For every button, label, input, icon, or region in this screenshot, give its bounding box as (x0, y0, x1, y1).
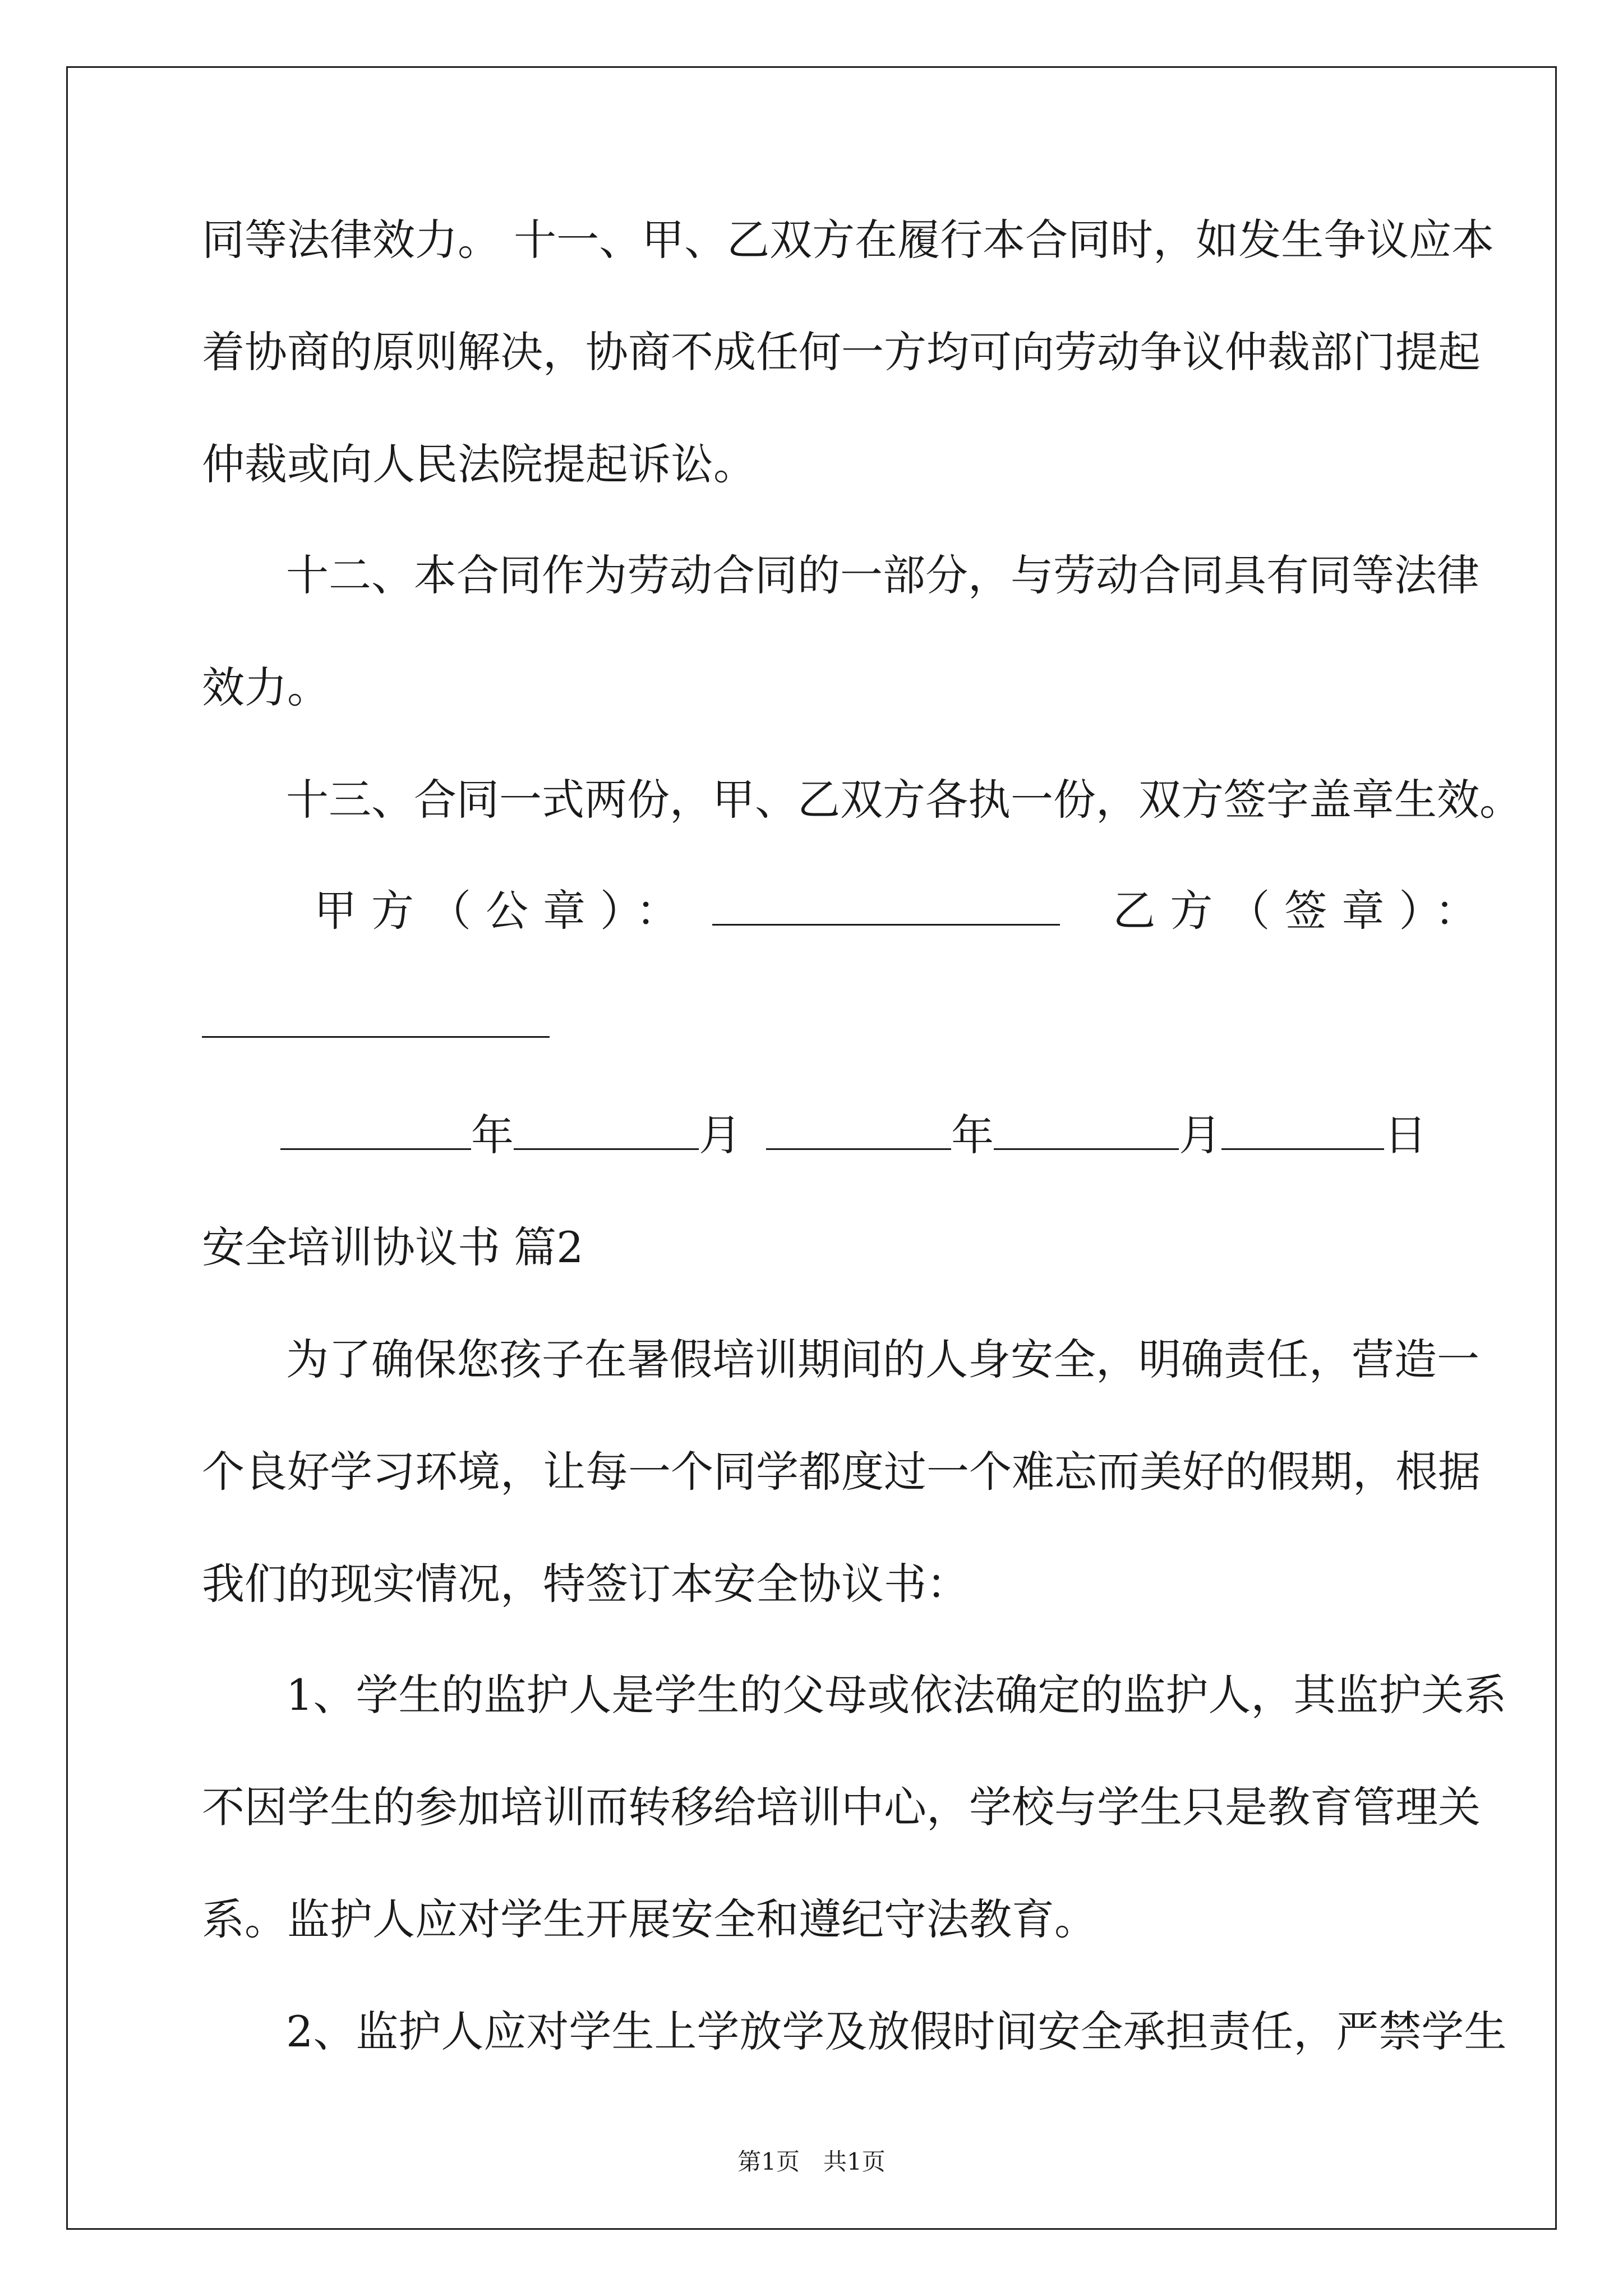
paragraph-line: 着协商的原则解决，协商不成任何一方均可向劳动争议仲裁部门提起 (202, 327, 1481, 377)
year-blank (766, 1112, 951, 1150)
party-a-label: 甲方（公章）： (314, 886, 693, 936)
party-b-signature-line (202, 995, 550, 1051)
month-label: 月 (1179, 1110, 1222, 1160)
day-blank (1221, 1112, 1384, 1150)
paragraph-line: 效力。 (202, 662, 330, 712)
year-blank (280, 1112, 471, 1150)
paragraph-line: 为了确保您孩子在暑假培训期间的人身安全，明确责任，营造一 (286, 1335, 1479, 1384)
paragraph-line: 十二、本合同作为劳动合同的一部分，与劳动合同具有同等法律 (286, 550, 1479, 600)
month-blank (994, 1112, 1179, 1150)
year-label: 年 (951, 1110, 994, 1160)
paragraph-line: 2、监护人应对学生上学放学及放假时间安全承担责任，严禁学生 (286, 2007, 1507, 2056)
month-blank (514, 1112, 699, 1150)
year-label: 年 (471, 1110, 514, 1160)
section-title: 安全培训协议书 篇2 (202, 1222, 584, 1272)
paragraph-line: 十三、合同一式两份，甲、乙双方各执一份，双方签字盖章生效。 (286, 775, 1522, 825)
month-label: 月 (699, 1110, 741, 1160)
paragraph-line: 不因学生的参加培训而转移给培训中心，学校与学生只是教育管理关 (202, 1782, 1481, 1832)
day-label: 日 (1384, 1110, 1427, 1160)
party-a-signature-blank (712, 888, 1060, 926)
date-line (280, 1107, 1427, 1163)
paragraph-line: 仲裁或向人民法院提起诉讼。 (202, 439, 756, 489)
paragraph-line: 个良好学习环境，让每一个同学都度过一个难忘而美好的假期，根据 (202, 1447, 1481, 1497)
signature-line (314, 883, 1492, 939)
paragraph-line: 1、学生的监护人是学生的父母或依法确定的监护人，其监护关系 (286, 1670, 1507, 1720)
party-b-signature-blank (202, 1000, 550, 1038)
party-b-label: 乙方（签章）： (1113, 886, 1492, 936)
paragraph-line: 同等法律效力。 十一、甲、乙双方在履行本合同时，如发生争议应本 (202, 215, 1495, 265)
paragraph-line: 我们的现实情况，特签订本安全协议书： (202, 1559, 969, 1609)
page-footer: 第1页 共1页 (737, 2148, 886, 2175)
paragraph-line: 系。监护人应对学生开展安全和遵纪守法教育。 (202, 1894, 1097, 1944)
